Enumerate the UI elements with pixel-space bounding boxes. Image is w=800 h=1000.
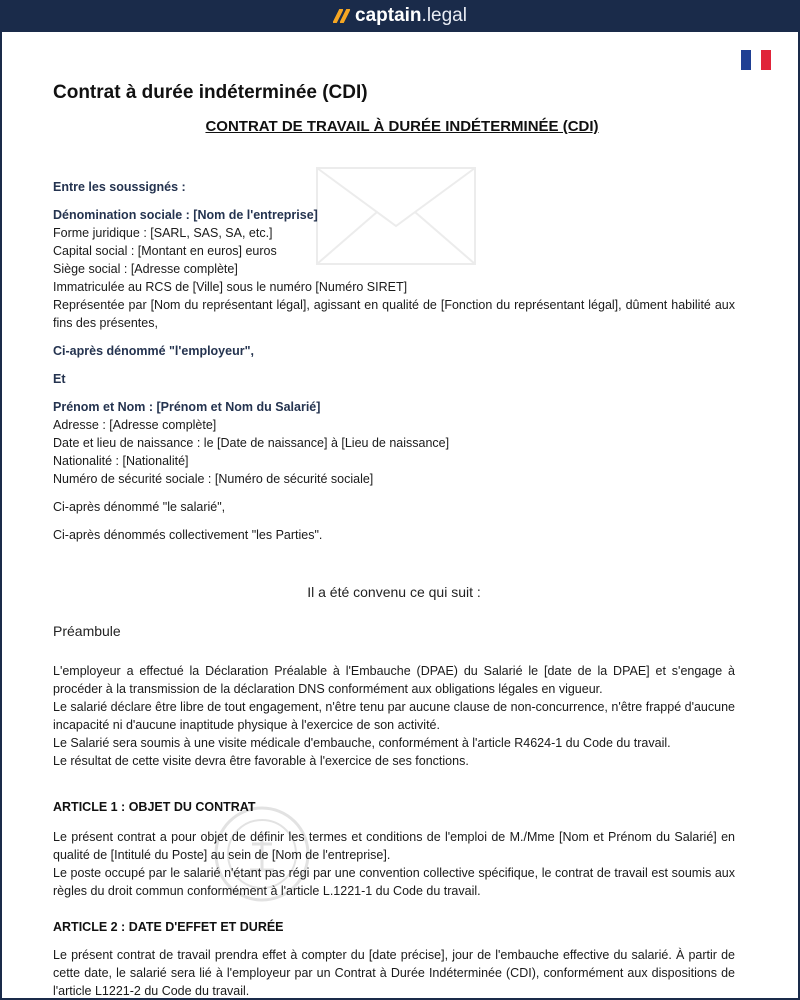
parties-designation: Ci-après dénommés collectivement "les Parties". <box>53 528 323 542</box>
brand-name-light: .legal <box>421 5 467 26</box>
employee-line: Nationalité : [Nationalité] <box>53 454 189 468</box>
employer-line: Forme juridique : [SARL, SAS, SA, etc.] <box>53 226 273 240</box>
preamble-paragraph: Le salarié déclare être libre de tout engagement, n'être tenu par aucune clause de non-concurrence, n'être frappé d'aucune incapacité ni d'aucune inaptitude physique à l'exercice de son activité. <box>53 700 735 732</box>
envelope-watermark-icon <box>315 166 477 266</box>
employee-designation: Ci-après dénommé "le salarié", <box>53 500 226 514</box>
captain-legal-logo[interactable] <box>333 5 467 27</box>
brand-name-bold: captain <box>355 5 422 26</box>
preamble-title: Préambule <box>53 623 121 639</box>
document-title: Contrat à durée indéterminée (CDI) <box>53 82 368 103</box>
contract-heading: CONTRAT DE TRAVAIL À DURÉE INDÉTERMINÉE (CDI) <box>205 118 599 135</box>
article-1-paragraph: Le présent contrat a pour objet de définir les termes et conditions de l'emploi de M./Mme [Nom et Prénom du Salarié] en qualité de [Intitulé du Poste] au sein de [Nom de l'entreprise]. <box>53 830 735 862</box>
article-2-paragraph: Le présent contrat de travail prendra effet à compter du [date précise], jour de l'embauche effective du salarié. À partir de cette date, le salarié sera lié à l'employeur par un Contrat à Durée Indéterminée (CDI), conformément aux dispositions de l'article L1221-2 du Code du travail. <box>53 948 735 998</box>
employer-designation: Ci-après dénommé "l'employeur", <box>53 344 254 358</box>
france-flag-icon[interactable] <box>741 50 771 70</box>
preamble-paragraph: Le résultat de cette visite devra être favorable à l'exercice de ses fonctions. <box>53 754 469 768</box>
article-2-title: ARTICLE 2 : DATE D'EFFET ET DURÉE <box>53 920 284 934</box>
employee-name: Prénom et Nom : [Prénom et Nom du Salarié] <box>53 400 321 414</box>
article-1-paragraph: Le poste occupé par le salarié n'étant pas régi par une convention collective spécifique, le contrat de travail est soumis aux règles du droit commun conformément à l'article L.1221-1 du Code du travail. <box>53 866 735 898</box>
and-separator: Et <box>53 372 66 386</box>
employee-line: Adresse : [Adresse complète] <box>53 418 217 432</box>
employer-line: Immatriculée au RCS de [Ville] sous le numéro [Numéro SIRET] <box>53 280 408 294</box>
employer-representative: Représentée par [Nom du représentant légal], agissant en qualité de [Fonction du représentant légal], dûment habilité aux fins des présentes, <box>53 298 735 330</box>
employee-line: Numéro de sécurité sociale : [Numéro de sécurité sociale] <box>53 472 374 486</box>
parties-intro: Entre les soussignés : <box>53 180 186 194</box>
preamble-paragraph: L'employeur a effectué la Déclaration Préalable à l'Embauche (DPAE) du Salarié le [date de la DPAE] et s'engage à procéder à la transmission de la déclaration DNS conformément aux obligations légales en vigueur. <box>53 664 735 696</box>
top-header-bar <box>0 0 800 32</box>
employer-line: Capital social : [Montant en euros] euros <box>53 244 277 258</box>
preamble-paragraph: Le Salarié sera soumis à une visite médicale d'embauche, conformément à l'article R4624-1 du Code du travail. <box>53 736 671 750</box>
employer-line: Siège social : [Adresse complète] <box>53 262 238 276</box>
brand-slashes-icon <box>333 9 351 23</box>
document-page <box>2 32 798 998</box>
employee-line: Date et lieu de naissance : le [Date de naissance] à [Lieu de naissance] <box>53 436 450 450</box>
article-1-title: ARTICLE 1 : OBJET DU CONTRAT <box>53 800 256 814</box>
employer-name: Dénomination sociale : [Nom de l'entreprise] <box>53 208 318 222</box>
agreement-statement: Il a été convenu ce qui suit : <box>307 584 481 600</box>
